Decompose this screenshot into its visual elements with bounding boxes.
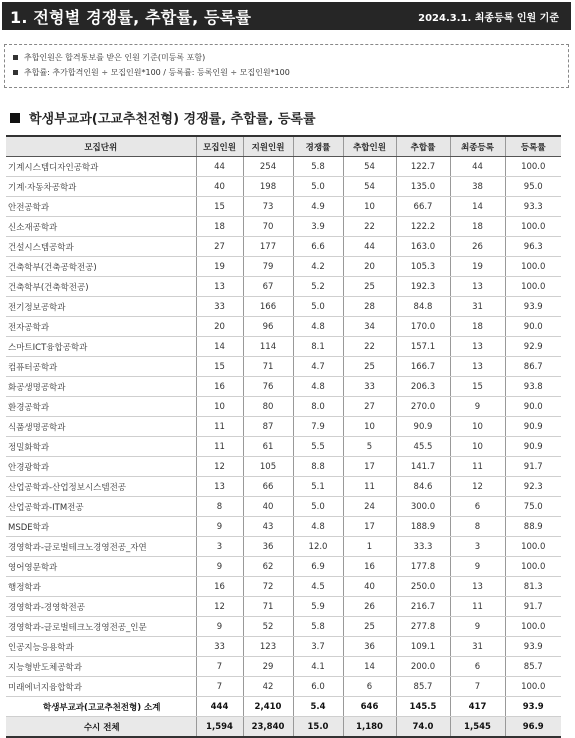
value-cell: 100.0 xyxy=(505,257,561,277)
column-header: 경쟁률 xyxy=(293,136,343,157)
table-row xyxy=(6,537,561,557)
value-cell: 12.0 xyxy=(293,537,343,557)
value-cell: 71 xyxy=(243,357,293,377)
value-cell: 5.1 xyxy=(293,477,343,497)
value-cell: 417 xyxy=(450,697,505,717)
value-cell: 79 xyxy=(243,257,293,277)
value-cell: 40 xyxy=(196,177,243,197)
table-row xyxy=(6,217,561,237)
value-cell: 8.1 xyxy=(293,337,343,357)
unit-name-cell: 건축학부(건축학전공) xyxy=(6,277,196,297)
value-cell: 84.6 xyxy=(396,477,450,497)
value-cell: 198 xyxy=(243,177,293,197)
value-cell: 177.8 xyxy=(396,557,450,577)
value-cell: 100.0 xyxy=(505,617,561,637)
table-row xyxy=(6,517,561,537)
value-cell: 62 xyxy=(243,557,293,577)
value-cell: 7 xyxy=(196,657,243,677)
value-cell: 9 xyxy=(450,557,505,577)
unit-name-cell: 인공지능응용학과 xyxy=(6,637,196,657)
value-cell: 3 xyxy=(450,537,505,557)
value-cell: 90.9 xyxy=(505,437,561,457)
value-cell: 109.1 xyxy=(396,637,450,657)
note-line: 추합률: 추가합격인원 ÷ 모집인원*100 / 등록률: 등록인원 ÷ 모집인원*100 xyxy=(13,65,560,80)
value-cell: 76 xyxy=(243,377,293,397)
value-cell: 18 xyxy=(450,317,505,337)
column-header: 최종등록 xyxy=(450,136,505,157)
total-row xyxy=(6,717,561,738)
subtotal-row xyxy=(6,697,561,717)
value-cell: 14 xyxy=(343,657,396,677)
value-cell: 96.9 xyxy=(505,717,561,738)
value-cell: 86.7 xyxy=(505,357,561,377)
value-cell: 4.8 xyxy=(293,517,343,537)
value-cell: 33 xyxy=(343,377,396,397)
column-header: 모집단위 xyxy=(6,136,196,157)
notes-box xyxy=(4,44,569,88)
value-cell: 22 xyxy=(343,217,396,237)
column-header: 등록률 xyxy=(505,136,561,157)
value-cell: 4.2 xyxy=(293,257,343,277)
value-cell: 145.5 xyxy=(396,697,450,717)
value-cell: 6 xyxy=(450,497,505,517)
value-cell: 22 xyxy=(343,337,396,357)
unit-name-cell: 식품생명공학과 xyxy=(6,417,196,437)
value-cell: 71 xyxy=(243,597,293,617)
value-cell: 95.0 xyxy=(505,177,561,197)
value-cell: 27 xyxy=(196,237,243,257)
value-cell: 200.0 xyxy=(396,657,450,677)
value-cell: 105 xyxy=(243,457,293,477)
value-cell: 166 xyxy=(243,297,293,317)
value-cell: 54 xyxy=(343,157,396,177)
value-cell: 250.0 xyxy=(396,577,450,597)
value-cell: 5.8 xyxy=(293,617,343,637)
value-cell: 100.0 xyxy=(505,217,561,237)
column-header: 모집인원 xyxy=(196,136,243,157)
value-cell: 16 xyxy=(343,557,396,577)
value-cell: 26 xyxy=(343,597,396,617)
table-row xyxy=(6,257,561,277)
value-cell: 7 xyxy=(196,677,243,697)
value-cell: 90.9 xyxy=(505,417,561,437)
value-cell: 88.9 xyxy=(505,517,561,537)
value-cell: 123 xyxy=(243,637,293,657)
table-row xyxy=(6,497,561,517)
value-cell: 192.3 xyxy=(396,277,450,297)
value-cell: 9 xyxy=(450,617,505,637)
value-cell: 3 xyxy=(196,537,243,557)
value-cell: 5.0 xyxy=(293,497,343,517)
value-cell: 90.0 xyxy=(505,317,561,337)
unit-name-cell: 산업공학과-ITM전공 xyxy=(6,497,196,517)
value-cell: 100.0 xyxy=(505,557,561,577)
value-cell: 34 xyxy=(343,317,396,337)
value-cell: 270.0 xyxy=(396,397,450,417)
unit-name-cell: 학생부교과(고교추천전형) 소계 xyxy=(6,697,196,717)
table-row xyxy=(6,237,561,257)
section-title: 학생부교과(고교추천전형) 경쟁률, 추합률, 등록률 xyxy=(29,112,316,127)
unit-name-cell: 경영학과-글로벌테크노경영전공_자연 xyxy=(6,537,196,557)
value-cell: 135.0 xyxy=(396,177,450,197)
value-cell: 1,594 xyxy=(196,717,243,738)
value-cell: 216.7 xyxy=(396,597,450,617)
value-cell: 13 xyxy=(196,277,243,297)
value-cell: 8 xyxy=(450,517,505,537)
value-cell: 13 xyxy=(450,357,505,377)
value-cell: 20 xyxy=(196,317,243,337)
value-cell: 91.7 xyxy=(505,457,561,477)
unit-name-cell: 건설시스템공학과 xyxy=(6,237,196,257)
value-cell: 10 xyxy=(450,417,505,437)
value-cell: 54 xyxy=(343,177,396,197)
value-cell: 11 xyxy=(450,457,505,477)
note-line: 추합인원은 합격통보를 받은 인원 기준(미등록 포함) xyxy=(13,50,560,65)
value-cell: 5.2 xyxy=(293,277,343,297)
value-cell: 87 xyxy=(243,417,293,437)
value-cell: 81.3 xyxy=(505,577,561,597)
value-cell: 1,180 xyxy=(343,717,396,738)
value-cell: 1 xyxy=(343,537,396,557)
value-cell: 15 xyxy=(196,357,243,377)
value-cell: 6.0 xyxy=(293,677,343,697)
value-cell: 6 xyxy=(450,657,505,677)
page-title: 1. 전형별 경쟁률, 추합률, 등록률 xyxy=(10,7,252,27)
value-cell: 12 xyxy=(196,597,243,617)
value-cell: 31 xyxy=(450,637,505,657)
value-cell: 10 xyxy=(343,417,396,437)
value-cell: 444 xyxy=(196,697,243,717)
table-row xyxy=(6,577,561,597)
value-cell: 4.9 xyxy=(293,197,343,217)
value-cell: 8.8 xyxy=(293,457,343,477)
table-row xyxy=(6,637,561,657)
value-cell: 15 xyxy=(450,377,505,397)
value-cell: 44 xyxy=(196,157,243,177)
bullet-square-icon xyxy=(13,55,18,60)
value-cell: 141.7 xyxy=(396,457,450,477)
reference-date: 2024.3.1. 최종등록 인원 기준 xyxy=(418,12,559,24)
value-cell: 91.7 xyxy=(505,597,561,617)
value-cell: 254 xyxy=(243,157,293,177)
value-cell: 93.9 xyxy=(505,637,561,657)
value-cell: 188.9 xyxy=(396,517,450,537)
value-cell: 105.3 xyxy=(396,257,450,277)
value-cell: 100.0 xyxy=(505,537,561,557)
column-header: 지원인원 xyxy=(243,136,293,157)
table-row xyxy=(6,157,561,177)
value-cell: 18 xyxy=(196,217,243,237)
unit-name-cell: 경영학과-글로벌테크노경영전공_인문 xyxy=(6,617,196,637)
table-row xyxy=(6,337,561,357)
value-cell: 15.0 xyxy=(293,717,343,738)
table-header-row xyxy=(6,136,561,157)
value-cell: 16 xyxy=(196,377,243,397)
value-cell: 9 xyxy=(450,397,505,417)
value-cell: 122.2 xyxy=(396,217,450,237)
square-bullet-icon xyxy=(10,113,20,123)
value-cell: 31 xyxy=(450,297,505,317)
value-cell: 4.1 xyxy=(293,657,343,677)
value-cell: 11 xyxy=(450,597,505,617)
unit-name-cell: 산업공학과-산업정보시스템전공 xyxy=(6,477,196,497)
value-cell: 13 xyxy=(196,477,243,497)
value-cell: 96 xyxy=(243,317,293,337)
value-cell: 4.5 xyxy=(293,577,343,597)
value-cell: 36 xyxy=(343,637,396,657)
unit-name-cell: 전자공학과 xyxy=(6,317,196,337)
value-cell: 74.0 xyxy=(396,717,450,738)
table-row xyxy=(6,297,561,317)
table-row xyxy=(6,557,561,577)
table-row xyxy=(6,417,561,437)
value-cell: 11 xyxy=(196,437,243,457)
value-cell: 100.0 xyxy=(505,277,561,297)
value-cell: 5.4 xyxy=(293,697,343,717)
value-cell: 13 xyxy=(450,577,505,597)
value-cell: 4.8 xyxy=(293,317,343,337)
value-cell: 93.8 xyxy=(505,377,561,397)
value-cell: 40 xyxy=(243,497,293,517)
value-cell: 25 xyxy=(343,357,396,377)
value-cell: 1,545 xyxy=(450,717,505,738)
value-cell: 5.5 xyxy=(293,437,343,457)
unit-name-cell: 안전공학과 xyxy=(6,197,196,217)
table-row xyxy=(6,377,561,397)
table-row xyxy=(6,657,561,677)
value-cell: 11 xyxy=(343,477,396,497)
value-cell: 52 xyxy=(243,617,293,637)
unit-name-cell: 신소재공학과 xyxy=(6,217,196,237)
value-cell: 7 xyxy=(450,677,505,697)
value-cell: 122.7 xyxy=(396,157,450,177)
value-cell: 19 xyxy=(450,257,505,277)
unit-name-cell: 행정학과 xyxy=(6,577,196,597)
value-cell: 14 xyxy=(196,337,243,357)
unit-name-cell: 환경공학과 xyxy=(6,397,196,417)
value-cell: 66.7 xyxy=(396,197,450,217)
value-cell: 75.0 xyxy=(505,497,561,517)
unit-name-cell: 기계시스템디자인공학과 xyxy=(6,157,196,177)
unit-name-cell: MSDE학과 xyxy=(6,517,196,537)
value-cell: 40 xyxy=(343,577,396,597)
value-cell: 9 xyxy=(196,617,243,637)
unit-name-cell: 지능형반도체공학과 xyxy=(6,657,196,677)
table-row xyxy=(6,177,561,197)
unit-name-cell: 안경광학과 xyxy=(6,457,196,477)
table-row xyxy=(6,317,561,337)
table-row xyxy=(6,277,561,297)
table-row xyxy=(6,617,561,637)
value-cell: 10 xyxy=(196,397,243,417)
value-cell: 36 xyxy=(243,537,293,557)
value-cell: 25 xyxy=(343,277,396,297)
value-cell: 170.0 xyxy=(396,317,450,337)
table-row xyxy=(6,357,561,377)
value-cell: 5.8 xyxy=(293,157,343,177)
value-cell: 5.9 xyxy=(293,597,343,617)
value-cell: 18 xyxy=(450,217,505,237)
table-row xyxy=(6,457,561,477)
value-cell: 646 xyxy=(343,697,396,717)
unit-name-cell: 영어영문학과 xyxy=(6,557,196,577)
table-row xyxy=(6,477,561,497)
table-row xyxy=(6,597,561,617)
value-cell: 33.3 xyxy=(396,537,450,557)
value-cell: 70 xyxy=(243,217,293,237)
unit-name-cell: 컴퓨터공학과 xyxy=(6,357,196,377)
value-cell: 17 xyxy=(343,457,396,477)
value-cell: 5.0 xyxy=(293,177,343,197)
value-cell: 6.6 xyxy=(293,237,343,257)
value-cell: 8.0 xyxy=(293,397,343,417)
table-row xyxy=(6,397,561,417)
value-cell: 10 xyxy=(343,197,396,217)
value-cell: 90.0 xyxy=(505,397,561,417)
value-cell: 85.7 xyxy=(396,677,450,697)
table-row xyxy=(6,197,561,217)
value-cell: 20 xyxy=(343,257,396,277)
column-header: 추합인원 xyxy=(343,136,396,157)
value-cell: 17 xyxy=(343,517,396,537)
value-cell: 24 xyxy=(343,497,396,517)
value-cell: 38 xyxy=(450,177,505,197)
value-cell: 4.8 xyxy=(293,377,343,397)
value-cell: 9 xyxy=(196,557,243,577)
value-cell: 27 xyxy=(343,397,396,417)
value-cell: 7.9 xyxy=(293,417,343,437)
value-cell: 300.0 xyxy=(396,497,450,517)
unit-name-cell: 기계·자동차공학과 xyxy=(6,177,196,197)
value-cell: 84.8 xyxy=(396,297,450,317)
value-cell: 26 xyxy=(450,237,505,257)
value-cell: 92.9 xyxy=(505,337,561,357)
value-cell: 277.8 xyxy=(396,617,450,637)
value-cell: 157.1 xyxy=(396,337,450,357)
value-cell: 6 xyxy=(343,677,396,697)
unit-name-cell: 건축학부(건축공학전공) xyxy=(6,257,196,277)
value-cell: 96.3 xyxy=(505,237,561,257)
value-cell: 33 xyxy=(196,297,243,317)
value-cell: 23,840 xyxy=(243,717,293,738)
value-cell: 163.0 xyxy=(396,237,450,257)
value-cell: 90.9 xyxy=(396,417,450,437)
value-cell: 29 xyxy=(243,657,293,677)
value-cell: 12 xyxy=(196,457,243,477)
value-cell: 100.0 xyxy=(505,677,561,697)
value-cell: 100.0 xyxy=(505,157,561,177)
value-cell: 92.3 xyxy=(505,477,561,497)
value-cell: 8 xyxy=(196,497,243,517)
value-cell: 3.7 xyxy=(293,637,343,657)
value-cell: 73 xyxy=(243,197,293,217)
value-cell: 85.7 xyxy=(505,657,561,677)
value-cell: 206.3 xyxy=(396,377,450,397)
unit-name-cell: 미래에너지융합학과 xyxy=(6,677,196,697)
value-cell: 28 xyxy=(343,297,396,317)
value-cell: 66 xyxy=(243,477,293,497)
value-cell: 14 xyxy=(450,197,505,217)
unit-name-cell: 정밀화학과 xyxy=(6,437,196,457)
value-cell: 19 xyxy=(196,257,243,277)
value-cell: 25 xyxy=(343,617,396,637)
value-cell: 93.9 xyxy=(505,297,561,317)
section-heading xyxy=(10,108,316,127)
value-cell: 44 xyxy=(343,237,396,257)
value-cell: 45.5 xyxy=(396,437,450,457)
value-cell: 33 xyxy=(196,637,243,657)
value-cell: 4.7 xyxy=(293,357,343,377)
unit-name-cell: 스마트ICT융합공학과 xyxy=(6,337,196,357)
value-cell: 6.9 xyxy=(293,557,343,577)
value-cell: 11 xyxy=(196,417,243,437)
unit-name-cell: 전기정보공학과 xyxy=(6,297,196,317)
value-cell: 166.7 xyxy=(396,357,450,377)
value-cell: 10 xyxy=(450,437,505,457)
value-cell: 5 xyxy=(343,437,396,457)
column-header: 추합률 xyxy=(396,136,450,157)
value-cell: 43 xyxy=(243,517,293,537)
value-cell: 93.9 xyxy=(505,697,561,717)
value-cell: 177 xyxy=(243,237,293,257)
value-cell: 2,410 xyxy=(243,697,293,717)
unit-name-cell: 수시 전체 xyxy=(6,717,196,738)
table-row xyxy=(6,677,561,697)
value-cell: 9 xyxy=(196,517,243,537)
admission-stats-table xyxy=(6,135,561,738)
value-cell: 93.3 xyxy=(505,197,561,217)
value-cell: 16 xyxy=(196,577,243,597)
unit-name-cell: 경영학과-경영학전공 xyxy=(6,597,196,617)
value-cell: 13 xyxy=(450,277,505,297)
table-row xyxy=(6,437,561,457)
value-cell: 61 xyxy=(243,437,293,457)
bullet-square-icon xyxy=(13,70,18,75)
value-cell: 114 xyxy=(243,337,293,357)
value-cell: 42 xyxy=(243,677,293,697)
value-cell: 3.9 xyxy=(293,217,343,237)
value-cell: 13 xyxy=(450,337,505,357)
value-cell: 72 xyxy=(243,577,293,597)
value-cell: 5.0 xyxy=(293,297,343,317)
value-cell: 80 xyxy=(243,397,293,417)
value-cell: 67 xyxy=(243,277,293,297)
page-header xyxy=(2,2,571,30)
value-cell: 15 xyxy=(196,197,243,217)
value-cell: 12 xyxy=(450,477,505,497)
unit-name-cell: 화공생명공학과 xyxy=(6,377,196,397)
value-cell: 44 xyxy=(450,157,505,177)
